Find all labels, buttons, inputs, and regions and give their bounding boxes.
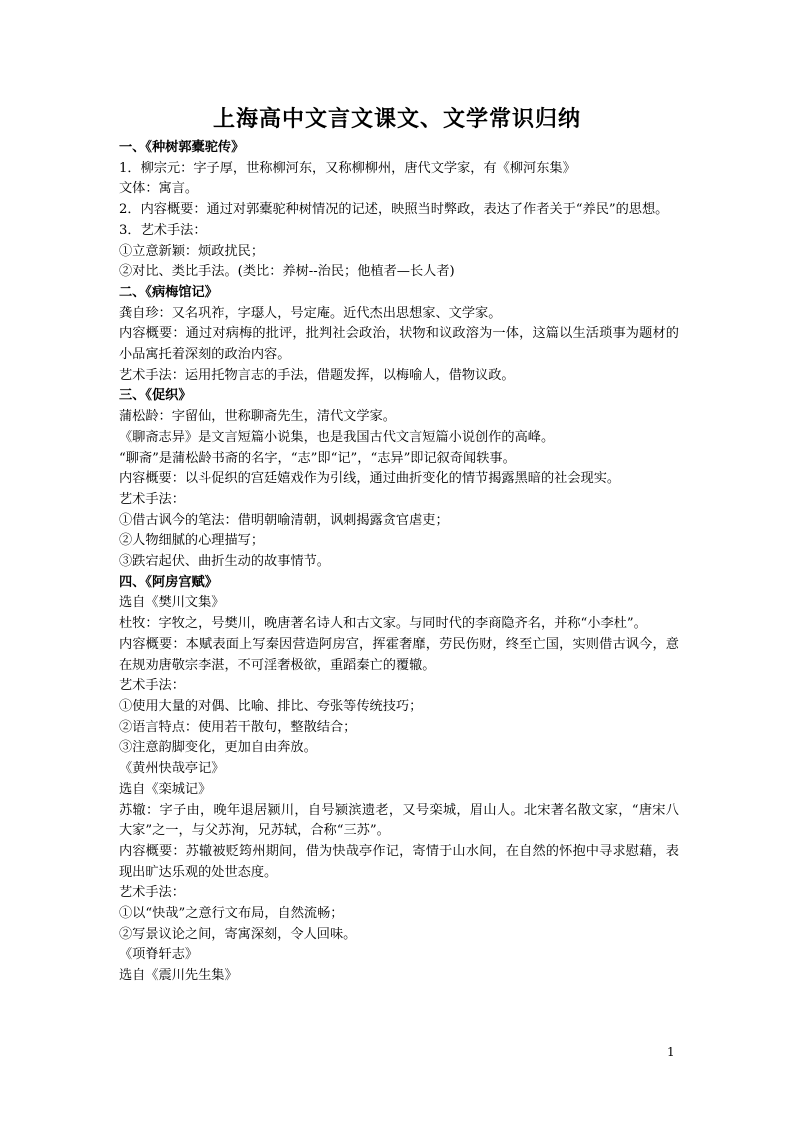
section-heading: 四、《阿房宫赋》 xyxy=(119,574,218,590)
text-line: 3．艺术手法： xyxy=(119,222,207,238)
text-line: 艺术手法： xyxy=(119,678,185,694)
text-line: 蒲松龄：字留仙，世称聊斋先生，清代文学家。 xyxy=(119,409,396,425)
section-heading: 三、《促织》 xyxy=(119,388,192,404)
text-line: 1．柳宗元：字子厚，世称柳河东，又称柳柳州，唐代文学家，有《柳河东集》 xyxy=(119,160,576,176)
text-line: ②人物细腻的心理描写； xyxy=(119,533,265,549)
text-line: 选自《震川先生集》 xyxy=(119,968,238,984)
text-line: 苏辙：字子由，晚年退居颍川，自号颍滨遗老，又号栾城，眉山人。北宋著名散文家，“唐宋八大家”之一，与父苏洵，兄苏轼，合称“三苏”。 xyxy=(119,802,679,839)
text-line: ③注意韵脚变化，更加自由奔放。 xyxy=(119,740,317,756)
text-line: 内容概要：本赋表面上写秦因营造阿房宫，挥霍奢靡，劳民伤财，终至亡国，实则借古讽今，意在规劝唐敬宗李湛，不可淫奢极欲，重蹈秦亡的覆辙。 xyxy=(119,636,679,673)
text-line: ①以“快哉”之意行文布局，自然流畅； xyxy=(119,906,344,922)
text-line: 《黄州快哉亭记》 xyxy=(119,761,225,777)
text-line: 艺术手法： xyxy=(119,885,185,901)
page-number: 1 xyxy=(667,1045,675,1059)
text-line: 《聊斋志异》是文言短篇小说集，也是我国古代文言短篇小说创作的高峰。 xyxy=(119,429,555,445)
text-line: 2．内容概要：通过对郭橐驼种树情况的记述，映照当时弊政，表达了作者关于“养民”的思想。 xyxy=(119,202,669,218)
text-line: ①借古讽今的笔法：借明朝喻清朝，讽刺揭露贪官虐吏； xyxy=(119,512,449,528)
text-line: 艺术手法： xyxy=(119,491,185,507)
text-line: ②写景议论之间，寄寓深刻，令人回味。 xyxy=(119,926,357,942)
document-title: 上海高中文言文课文、文学常识归纳 xyxy=(212,106,581,132)
text-line: ③跌宕起伏、曲折生动的故事情节。 xyxy=(119,554,330,570)
text-line: 选自《樊川文集》 xyxy=(119,595,225,611)
text-line: ①立意新颖：烦政扰民； xyxy=(119,243,265,259)
text-line: 内容概要：以斗促织的宫廷嬉戏作为引线，通过曲折变化的情节揭露黑暗的社会现实。 xyxy=(119,471,621,487)
section-heading: 一、《种树郭橐驼传》 xyxy=(119,140,245,155)
text-line: ②对比、类比手法。(类比：养树--治民；他植者—长人者) xyxy=(119,264,455,280)
text-line: 内容概要：通过对病梅的批评，批判社会政治，状物和议政溶为一体，这篇以生活琐事为题材的小品寓托着深刻的政治内容。 xyxy=(119,326,679,363)
text-line: 内容概要：苏辙被贬筠州期间，借为快哉亭作记，寄情于山水间，在自然的怀抱中寻求慰藉，表现出旷达乐观的处世态度。 xyxy=(119,843,679,880)
text-line: 艺术手法：运用托物言志的手法，借题发挥，以梅喻人，借物议政。 xyxy=(119,367,515,383)
text-line: 文体：寓言。 xyxy=(119,181,199,197)
text-line: 龚自珍：又名巩祚，字璱人，号定庵。近代杰出思想家、文学家。 xyxy=(119,305,502,321)
text-line: 选自《栾城记》 xyxy=(119,781,212,797)
text-line: ②语言特点：使用若干散句，整散结合； xyxy=(119,719,357,735)
document-body xyxy=(119,138,679,987)
text-line: ①使用大量的对偶、比喻、排比、夸张等传统技巧； xyxy=(119,698,423,714)
text-line: 杜牧：字牧之，号樊川，晚唐著名诗人和古文家。与同时代的李商隐齐名，并称“小李杜”。 xyxy=(119,616,647,632)
text-line: “聊斋”是蒲松龄书斋的名字，“志”即“记”，“志异”即记叙奇闻轶事。 xyxy=(119,450,516,466)
text-line: 《项脊轩志》 xyxy=(119,947,199,963)
section-heading: 二、《病梅馆记》 xyxy=(119,284,218,300)
